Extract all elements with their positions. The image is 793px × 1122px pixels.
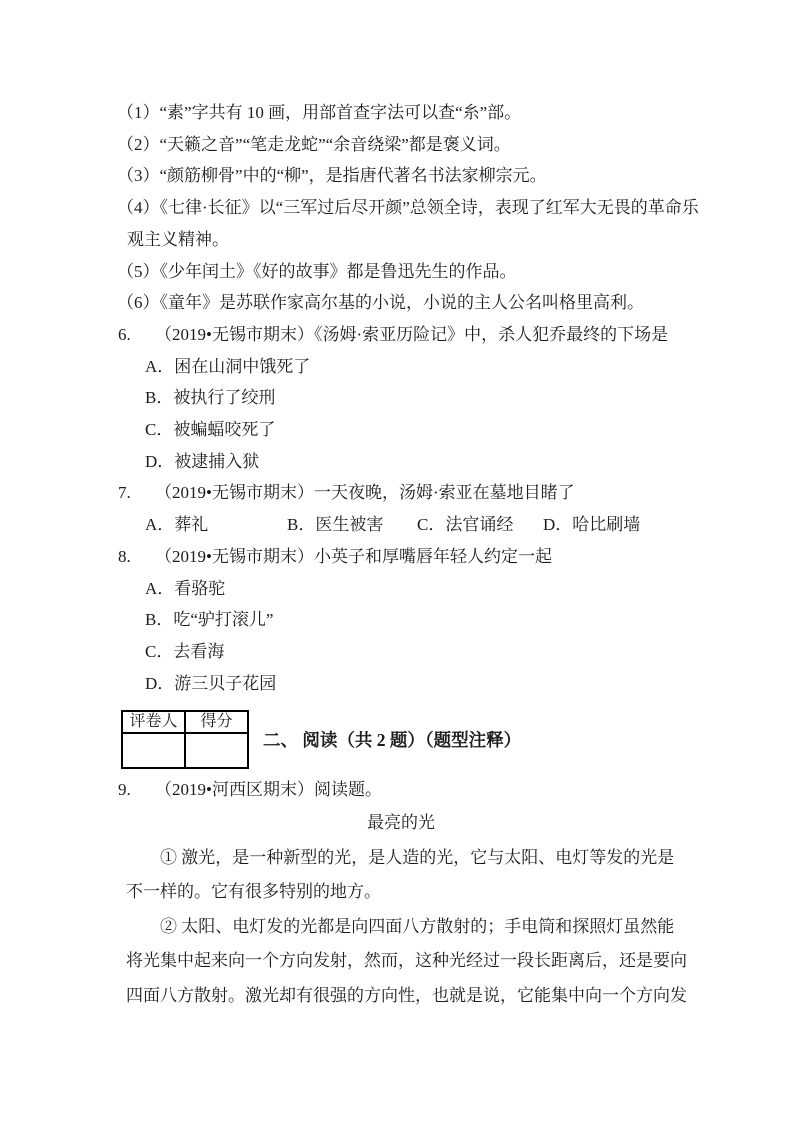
score-table-cell-grader	[122, 733, 185, 768]
question-6	[118, 319, 793, 351]
passage-line-2: 不一样的。它有很多特别的地方。	[126, 882, 381, 902]
score-table-header-score: 得分	[185, 711, 248, 733]
judgment-item-4: （4）《七律·长征》以“三军过后尽开颜”总领全诗，表现了红军大无畏的革命乐	[117, 198, 699, 218]
score-table-header-row	[122, 711, 248, 733]
judgment-item-1: （1）“素”字共有 10 画，用部首查字法可以查“糸”部。	[117, 103, 522, 122]
question-8-option-c: C．去看海	[145, 641, 225, 661]
question-9-text: （2019•河西区期末）阅读题。	[155, 780, 382, 800]
question-6-option-d: D．被逮捕入狱	[145, 451, 260, 471]
question-7-options	[145, 509, 793, 541]
reading-passage	[126, 806, 687, 1013]
question-8-option-d: D．游三贝子花园	[145, 673, 277, 693]
score-table-block	[121, 709, 793, 769]
score-table	[121, 710, 249, 769]
passage-line-1: ① 激光，是一种新型的光，是人造的光，它与太阳、电灯等发的光是	[160, 847, 675, 867]
passage-line-3: ② 太阳、电灯发的光都是向四面八方散射的；手电筒和探照灯虽然能	[160, 916, 675, 936]
question-7-option-a: A．葬礼	[145, 515, 209, 535]
question-6-option-a: A．困在山洞中饿死了	[145, 356, 311, 376]
question-6-number: 6.	[118, 324, 131, 344]
question-7-option-b: B．医生被害	[287, 515, 384, 535]
section-heading: 二、 阅读（共 2 题）（题型注释）	[263, 729, 522, 750]
question-8-number: 8.	[118, 546, 131, 566]
question-6-option-b: B．被执行了绞刑	[145, 388, 276, 408]
question-7-text: （2019•无锡市期末）一天夜晚，汤姆·索亚在墓地目睹了	[155, 483, 575, 503]
question-8	[118, 541, 793, 573]
question-8-text: （2019•无锡市期末）小英子和厚嘴唇年轻人约定一起	[155, 546, 552, 566]
score-table-cell-score	[185, 733, 248, 768]
judgment-item-3: （3）“颜筋柳骨”中的“柳”，是指唐代著名书法家柳宗元。	[117, 166, 547, 186]
question-9	[118, 774, 793, 806]
score-table-header-grader: 评卷人	[122, 711, 185, 733]
question-7-number: 7.	[118, 483, 131, 503]
question-8-option-a: A．看骆驼	[145, 578, 226, 598]
question-7	[118, 477, 793, 509]
question-6-text: （2019•无锡市期末）《汤姆·索亚历险记》中，杀人犯乔最终的下场是	[155, 324, 669, 344]
question-9-number: 9.	[118, 780, 131, 800]
question-8-option-b: B．吃“驴打滚儿”	[145, 610, 274, 630]
judgment-item-5: （5）《少年闰土》《好的故事》都是鲁迅先生的作品。	[117, 261, 517, 281]
passage-title: 最亮的光	[367, 813, 435, 833]
question-6-option-c: C．被蝙蝠咬死了	[145, 420, 276, 440]
judgment-item-6: （6）《童年》是苏联作家高尔基的小说，小说的主人公名叫格里高利。	[117, 293, 644, 313]
judgment-item-4-continuation: 观主义精神。	[127, 229, 229, 249]
score-table-body-row	[122, 733, 248, 768]
passage-line-5: 四面八方散射。激光却有很强的方向性，也就是说，它能集中向一个方向发	[126, 985, 687, 1005]
question-7-option-c: C．法官诵经	[417, 515, 514, 535]
judgment-item-2: （2）“天籁之音”“笔走龙蛇”“余音绕梁”都是褒义词。	[117, 134, 511, 154]
question-7-option-d: D．哈比刷墙	[543, 515, 641, 535]
passage-line-4: 将光集中起来向一个方向发射，然而，这种光经过一段长距离后，还是要向	[126, 951, 687, 971]
